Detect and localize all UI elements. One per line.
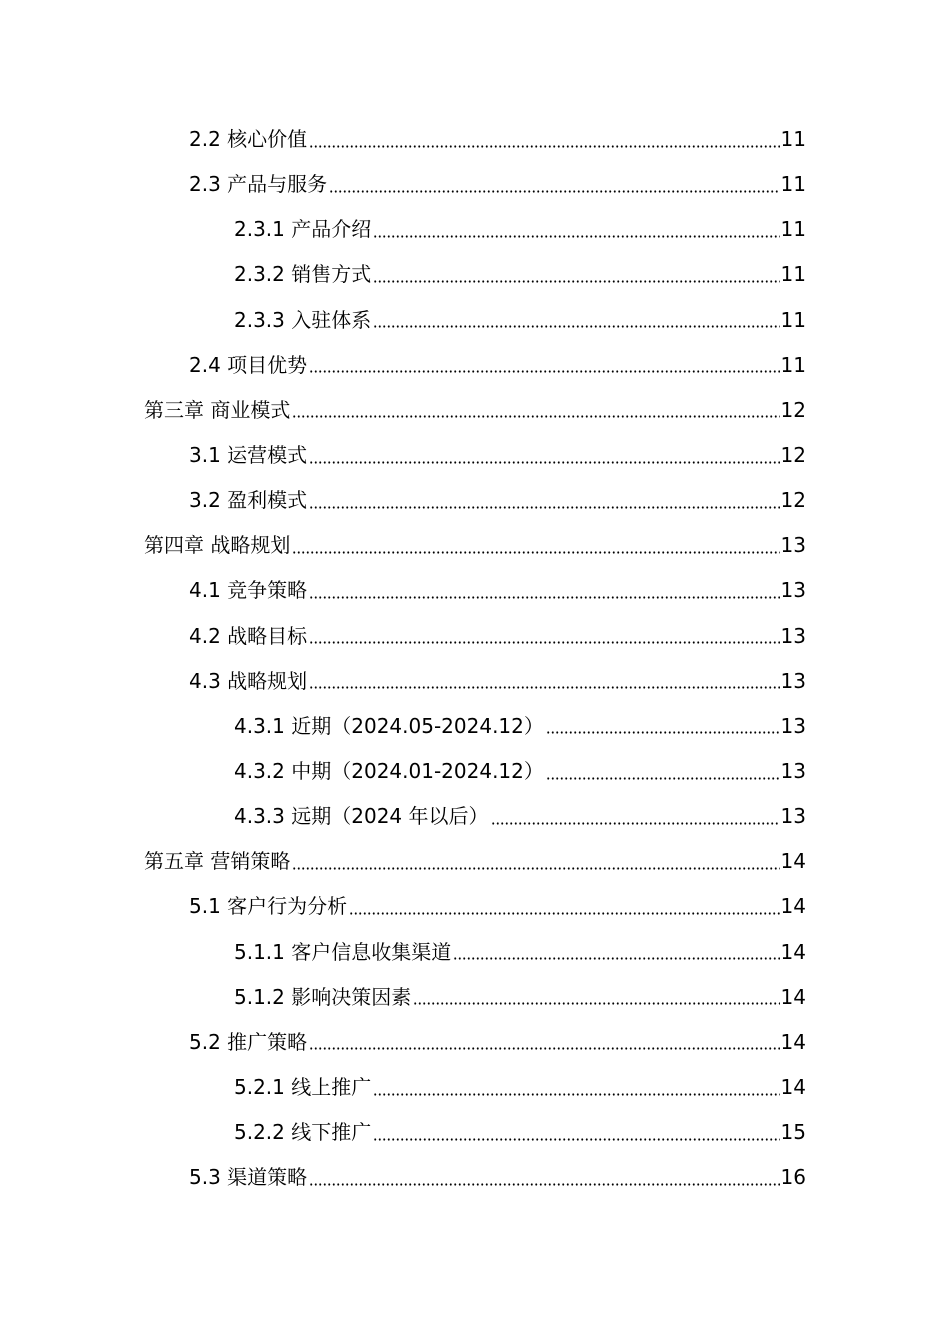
toc-entry[interactable] bbox=[0, 1110, 950, 1155]
toc-entry-title: 2.3.1 产品介绍 bbox=[234, 217, 372, 242]
toc-dot-leader bbox=[309, 491, 779, 511]
toc-page-number: 11 bbox=[780, 262, 806, 287]
toc-page-number: 13 bbox=[780, 759, 806, 784]
toc-page-number: 13 bbox=[780, 533, 806, 558]
toc-dot-leader bbox=[373, 310, 779, 330]
toc-dot-leader bbox=[546, 716, 780, 736]
toc-dot-leader bbox=[373, 1078, 779, 1098]
toc-dot-leader bbox=[309, 671, 779, 691]
toc-entry-title: 4.3 战略规划 bbox=[189, 668, 308, 693]
toc-page-number: 12 bbox=[780, 488, 806, 513]
toc-entry[interactable] bbox=[0, 1020, 950, 1065]
toc-entry[interactable] bbox=[0, 343, 950, 388]
toc-entry-title: 2.3 产品与服务 bbox=[189, 172, 328, 197]
toc-dot-leader bbox=[329, 175, 779, 195]
toc-page-number: 13 bbox=[780, 668, 806, 693]
toc-entry-title: 4.3.1 近期（2024.05-2024.12） bbox=[234, 713, 544, 738]
toc-dot-leader bbox=[373, 265, 779, 285]
toc-entry-title: 3.2 盈利模式 bbox=[189, 488, 308, 513]
toc-page-number: 14 bbox=[780, 1075, 806, 1100]
toc-entry[interactable] bbox=[0, 794, 950, 839]
toc-entry[interactable] bbox=[0, 749, 950, 794]
toc-entry[interactable] bbox=[0, 523, 950, 568]
toc-page-number: 14 bbox=[780, 984, 806, 1009]
toc-entry-title: 5.2.1 线上推广 bbox=[234, 1075, 372, 1100]
toc-entry[interactable] bbox=[0, 117, 950, 162]
toc-entry-title: 第三章 商业模式 bbox=[144, 397, 291, 422]
toc-dot-leader bbox=[349, 897, 779, 917]
toc-entry-title: 第五章 营销策略 bbox=[144, 849, 291, 874]
toc-entry[interactable] bbox=[0, 930, 950, 975]
toc-dot-leader bbox=[309, 355, 779, 375]
toc-entry[interactable] bbox=[0, 884, 950, 929]
toc-page-number: 15 bbox=[780, 1120, 806, 1145]
toc-entry-title: 3.1 运营模式 bbox=[189, 443, 308, 468]
toc-page-number: 11 bbox=[780, 172, 806, 197]
toc-entry-title: 2.3.3 入驻体系 bbox=[234, 307, 372, 332]
toc-dot-leader bbox=[309, 626, 779, 646]
toc-dot-leader bbox=[546, 762, 780, 782]
toc-page-number: 12 bbox=[780, 397, 806, 422]
toc-entry[interactable] bbox=[0, 659, 950, 704]
toc-entry[interactable] bbox=[0, 568, 950, 613]
toc-entry[interactable] bbox=[0, 704, 950, 749]
toc-page-number: 14 bbox=[780, 849, 806, 874]
toc-page-number: 14 bbox=[780, 894, 806, 919]
toc-page-number: 14 bbox=[780, 939, 806, 964]
toc-page-number: 13 bbox=[780, 713, 806, 738]
toc-dot-leader bbox=[292, 536, 779, 556]
toc-entry-title: 4.2 战略目标 bbox=[189, 623, 308, 648]
toc-dot-leader bbox=[453, 942, 779, 962]
toc-entry[interactable] bbox=[0, 252, 950, 297]
toc-entry-title: 4.1 竞争策略 bbox=[189, 578, 308, 603]
toc-entry-title: 4.3.3 远期（2024 年以后） bbox=[234, 804, 489, 829]
table-of-contents bbox=[0, 117, 950, 1200]
toc-entry[interactable] bbox=[0, 388, 950, 433]
toc-entry-title: 5.1.2 影响决策因素 bbox=[234, 984, 412, 1009]
toc-entry-title: 2.3.2 销售方式 bbox=[234, 262, 372, 287]
toc-page-number: 11 bbox=[780, 352, 806, 377]
toc-dot-leader bbox=[373, 220, 779, 240]
toc-page-number: 13 bbox=[780, 623, 806, 648]
toc-dot-leader bbox=[309, 130, 779, 150]
toc-entry-title: 5.1.1 客户信息收集渠道 bbox=[234, 939, 452, 964]
toc-dot-leader bbox=[491, 807, 780, 827]
toc-entry-title: 5.2.2 线下推广 bbox=[234, 1120, 372, 1145]
toc-entry[interactable] bbox=[0, 1155, 950, 1200]
toc-entry[interactable] bbox=[0, 478, 950, 523]
toc-page-number: 13 bbox=[780, 578, 806, 603]
toc-entry-title: 第四章 战略规划 bbox=[144, 533, 291, 558]
toc-entry[interactable] bbox=[0, 975, 950, 1020]
toc-dot-leader bbox=[373, 1123, 779, 1143]
toc-entry[interactable] bbox=[0, 162, 950, 207]
toc-entry-title: 5.2 推广策略 bbox=[189, 1029, 308, 1054]
toc-entry[interactable] bbox=[0, 298, 950, 343]
toc-dot-leader bbox=[309, 446, 779, 466]
toc-dot-leader bbox=[309, 1032, 779, 1052]
toc-page-number: 11 bbox=[780, 307, 806, 332]
toc-dot-leader bbox=[292, 852, 779, 872]
toc-entry-title: 5.1 客户行为分析 bbox=[189, 894, 348, 919]
toc-entry[interactable] bbox=[0, 1065, 950, 1110]
toc-entry[interactable] bbox=[0, 614, 950, 659]
toc-page-number: 14 bbox=[780, 1029, 806, 1054]
toc-entry[interactable] bbox=[0, 839, 950, 884]
toc-page-number: 13 bbox=[780, 804, 806, 829]
toc-page-number: 16 bbox=[780, 1165, 806, 1190]
toc-dot-leader bbox=[292, 400, 779, 420]
toc-dot-leader bbox=[413, 987, 779, 1007]
toc-entry-title: 2.2 核心价值 bbox=[189, 127, 308, 152]
toc-dot-leader bbox=[309, 581, 779, 601]
toc-entry-title: 5.3 渠道策略 bbox=[189, 1165, 308, 1190]
toc-entry[interactable] bbox=[0, 207, 950, 252]
toc-page-number: 11 bbox=[780, 217, 806, 242]
toc-entry[interactable] bbox=[0, 433, 950, 478]
toc-entry-title: 4.3.2 中期（2024.01-2024.12） bbox=[234, 759, 544, 784]
toc-page-number: 12 bbox=[780, 443, 806, 468]
toc-entry-title: 2.4 项目优势 bbox=[189, 352, 308, 377]
toc-page-number: 11 bbox=[780, 127, 806, 152]
toc-dot-leader bbox=[309, 1168, 779, 1188]
